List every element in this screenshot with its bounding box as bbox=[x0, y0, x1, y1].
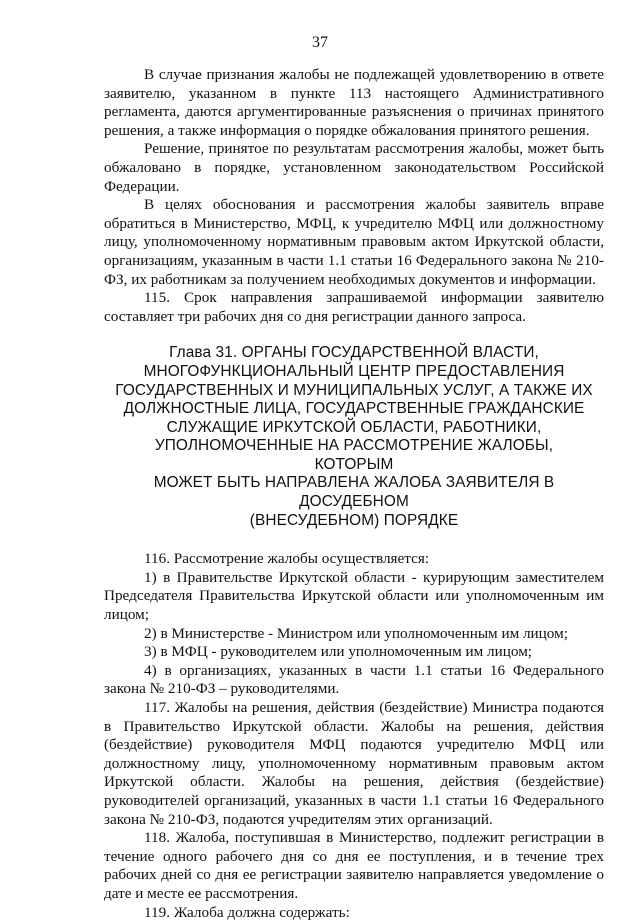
list-item-ministry: 2) в Министерстве - Министром или уполномоченным им лицом; bbox=[144, 624, 568, 642]
page-number: 37 bbox=[312, 34, 328, 51]
paragraph-119: 119. Жалоба должна содержать: bbox=[144, 903, 350, 921]
heading-line: МОЖЕТ БЫТЬ НАПРАВЛЕНА ЖАЛОБА ЗАЯВИТЕЛЯ В ДОСУДЕБНОМ bbox=[153, 474, 555, 511]
paragraph-118: 118. Жалоба, поступившая в Министерство, подлежит регистрации в течение одного рабочего дня со дня ее поступления, и в течение трех рабочих дней со дня ее регистрации заявителю направляется уведомление о дате и месте ее рассмотрения. bbox=[104, 829, 604, 902]
heading-line: УПОЛНОМОЧЕННЫЕ НА РАССМОТРЕНИЕ ЖАЛОБЫ, КОТОРЫМ bbox=[154, 437, 554, 473]
paragraph-117: 117. Жалобы на решения, действия (бездействие) Министра подаются в Правительство Иркутской области. Жалобы на решения, действия (бездействие) руководителя МФЦ подаются учредителю МФЦ или должностному лицу, уполномоченному нормативным правовым актом Иркутской области. Жалобы на решения, действия (бездействие) руководителей организаций, указанных в части 1.1 статьи 16 Федерального закона № 210-ФЗ, подаются учредителям этих организаций. bbox=[104, 699, 604, 828]
paragraph-refusal-response: В случае признания жалобы не подлежащей удовлетворению в ответе заявителю, указанном в пункте 113 настоящего Административного регламента, даются аргументированные разъяснения о причинах принятого решения, а также информация о порядке обжалования принятого решения. bbox=[104, 66, 604, 139]
heading-line: СЛУЖАЩИЕ ИРКУТСКОЙ ОБЛАСТИ, РАБОТНИКИ, bbox=[166, 418, 542, 436]
heading-line: ДОЛЖНОСТНЫЕ ЛИЦА, ГОСУДАРСТВЕННЫЕ ГРАЖДАНСКИЕ bbox=[123, 400, 585, 418]
chapter-31-heading bbox=[114, 344, 594, 530]
list-item-government: 1) в Правительстве Иркутской области - курирующим заместителем Председателя Правительства Иркутской области или уполномоченным им лицом; bbox=[104, 568, 604, 624]
heading-line: МНОГОФУНКЦИОНАЛЬНЫЙ ЦЕНТР ПРЕДОСТАВЛЕНИЯ bbox=[143, 362, 565, 380]
list-item-organizations: 4) в организациях, указанных в части 1.1 статьи 16 Федерального закона № 210-ФЗ – руководителями. bbox=[104, 661, 604, 698]
heading-line: Глава 31. ОРГАНЫ ГОСУДАРСТВЕННОЙ ВЛАСТИ, bbox=[169, 344, 539, 362]
paragraph-115: 115. Срок направления запрашиваемой информации заявителю составляет три рабочих дня со дня регистрации данного запроса. bbox=[104, 289, 604, 325]
paragraph-116: 116. Рассмотрение жалобы осуществляется: bbox=[144, 550, 430, 568]
list-item-mfc: 3) в МФЦ - руководителем или уполномоченным им лицом; bbox=[144, 643, 533, 661]
paragraph-document-request: В целях обоснования и рассмотрения жалобы заявитель вправе обратиться в Министерство, МФЦ, к учредителю МФЦ или должностному лицу, уполномоченному нормативным правовым актом Иркутской области, организациям, указанным в части 1.1 статьи 16 Федерального закона № 210-ФЗ, их работникам за получением необходимых документов и информации. bbox=[104, 196, 604, 288]
paragraph-appeal-decision: Решение, принятое по результатам рассмотрения жалобы, может быть обжаловано в порядке, установленном законодательством Российской Федерации. bbox=[104, 140, 604, 195]
document-body bbox=[104, 66, 604, 922]
heading-line: ГОСУДАРСТВЕННЫХ И МУНИЦИПАЛЬНЫХ УСЛУГ, А ТАКЖЕ ИХ bbox=[115, 381, 593, 399]
heading-line: (ВНЕСУДЕБНОМ) ПОРЯДКЕ bbox=[249, 511, 459, 529]
